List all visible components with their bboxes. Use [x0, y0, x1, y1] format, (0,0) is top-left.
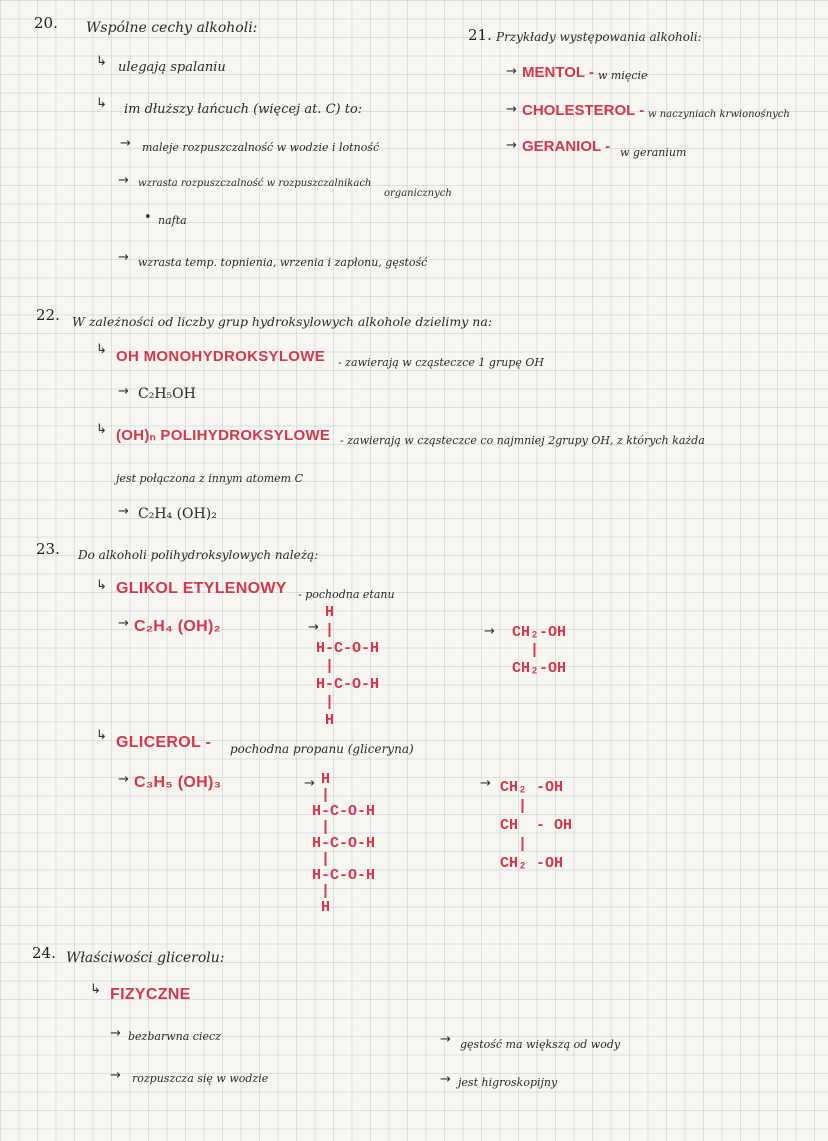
arrow-icon: →: [118, 173, 129, 188]
mentol-desc: w mięcie: [598, 69, 648, 82]
s20-item-chain: im dłuższy łańcuch (więcej at. C) to:: [124, 102, 363, 117]
struct-line: H: [312, 771, 331, 788]
struct-line: H-C-O-H: [316, 676, 380, 693]
poly-desc-2: jest połączona z innym atomem C: [116, 472, 303, 485]
arrow-icon: →: [120, 136, 131, 151]
cholesterol-label: CHOLESTEROL -: [522, 102, 645, 119]
s20-sub-organic-2: organicznych: [384, 188, 452, 199]
arrow-icon: →: [440, 1072, 451, 1087]
section-22-number: 22.: [36, 306, 60, 324]
struct-line: |: [312, 851, 331, 868]
geraniol-desc: w geranium: [620, 146, 687, 159]
poly-formula: C₂H₄ (OH)₂: [138, 506, 217, 522]
cond-line: CH - OH: [500, 817, 573, 834]
struct-line: |: [316, 694, 335, 711]
glicerol-label: GLICEROL -: [116, 734, 212, 751]
struct-line: |: [312, 819, 331, 836]
hook-arrow-icon: ↳: [96, 342, 107, 357]
poly-label: (OH)ₙ POLIHYDROKSYLOWE: [116, 427, 331, 444]
arrow-icon: →: [118, 250, 129, 265]
section-21-title: Przykłady występowania alkoholi:: [496, 30, 702, 44]
geraniol-label: GERANIOL -: [522, 138, 611, 155]
section-20-number: 20.: [34, 14, 58, 32]
section-24-title: Właściwości glicerolu:: [66, 950, 225, 966]
arrow-icon: →: [110, 1026, 121, 1041]
arrow-icon: →: [484, 624, 495, 639]
hook-arrow-icon: ↳: [96, 578, 107, 593]
arrow-icon: →: [506, 102, 517, 117]
arrow-icon: →: [118, 772, 129, 787]
struct-line: H: [312, 899, 331, 916]
struct-line: |: [316, 658, 335, 675]
struct-line: H: [316, 712, 335, 729]
section-23-number: 23.: [36, 540, 60, 558]
prop-soluble: rozpuszcza się w wodzie: [132, 1072, 269, 1085]
hook-arrow-icon: ↳: [96, 96, 107, 111]
glikol-desc: - pochodna etanu: [298, 588, 395, 601]
arrow-icon: →: [506, 64, 517, 79]
s20-sub-solubility: maleje rozpuszczalność w wodzie i lotność: [142, 141, 380, 154]
glikol-condensed-formula: [512, 624, 566, 678]
glikol-structural-formula: [316, 604, 379, 730]
struct-line: |: [312, 883, 331, 900]
s20-item-burning: ulegają spalaniu: [118, 60, 226, 75]
cond-line: |: [500, 836, 528, 853]
cond-line: |: [512, 642, 540, 659]
bullet-dot-icon: •: [144, 210, 152, 225]
arrow-icon: →: [110, 1068, 121, 1083]
s20-sub-temperature: wzrasta temp. topnienia, wrzenia i zapłonu, gęstość: [138, 256, 428, 269]
mentol-label: MENTOL -: [522, 64, 594, 81]
cond-line: CH₂ -OH: [500, 855, 564, 872]
glicerol-condensed-formula: [500, 778, 572, 873]
s20-sub-nafta: nafta: [158, 214, 187, 227]
struct-line: H-C-O-H: [312, 835, 376, 852]
mono-label: OH MONOHYDROKSYLOWE: [116, 348, 326, 365]
struct-line: H-C-O-H: [316, 640, 380, 657]
arrow-icon: →: [506, 138, 517, 153]
glicerol-desc: pochodna propanu (gliceryna): [230, 742, 414, 756]
arrow-icon: →: [308, 620, 319, 635]
section-22-title: W zależności od liczby grup hydroksylowych alkohole dzielimy na:: [72, 314, 492, 329]
s20-sub-organic: wzrasta rozpuszczalność w rozpuszczalnikach: [138, 178, 372, 189]
hook-arrow-icon: ↳: [96, 728, 107, 743]
section-20-title: Wspólne cechy alkoholi:: [86, 20, 258, 36]
prop-hygroscopic: jest higroskopijny: [458, 1076, 558, 1089]
hook-arrow-icon: ↳: [96, 54, 107, 69]
struct-line: H-C-O-H: [312, 803, 376, 820]
mono-formula: C₂H₅OH: [138, 386, 196, 402]
cond-line: CH₂ -OH: [500, 779, 564, 796]
poly-desc: - zawierają w cząsteczce co najmniej 2grupy OH, z których każda: [340, 434, 705, 447]
struct-line: |: [312, 787, 331, 804]
mono-desc: - zawierają w cząsteczce 1 grupę OH: [338, 356, 544, 369]
arrow-icon: →: [118, 616, 129, 631]
prop-colorless: bezbarwna ciecz: [128, 1030, 221, 1043]
cond-line: CH₂-OH: [512, 624, 567, 641]
struct-line: H-C-O-H: [312, 867, 376, 884]
glikol-formula: C₂H₄ (OH)₂: [134, 618, 222, 635]
arrow-icon: →: [440, 1032, 451, 1047]
glicerol-structural-formula: [312, 772, 375, 916]
arrow-icon: →: [480, 776, 491, 791]
hook-arrow-icon: ↳: [96, 422, 107, 437]
prop-density: gęstość ma większą od wody: [460, 1038, 621, 1051]
section-21-number: 21.: [468, 26, 492, 44]
struct-line: |: [316, 622, 335, 639]
glikol-label: GLIKOL ETYLENOWY: [116, 580, 287, 597]
arrow-icon: →: [304, 776, 315, 791]
glicerol-formula: C₃H₅ (OH)₃: [134, 774, 222, 791]
section-24-number: 24.: [32, 944, 56, 962]
cond-line: |: [500, 798, 528, 815]
hook-arrow-icon: ↳: [90, 982, 101, 997]
cholesterol-desc: w naczyniach krwionośnych: [648, 109, 790, 120]
arrow-icon: →: [118, 504, 129, 519]
cond-line: CH₂-OH: [512, 660, 567, 677]
struct-line: H: [316, 604, 335, 621]
fizyczne-label: FIZYCZNE: [110, 986, 191, 1003]
section-23-title: Do alkoholi polihydroksylowych należą:: [78, 548, 319, 562]
arrow-icon: →: [118, 384, 129, 399]
